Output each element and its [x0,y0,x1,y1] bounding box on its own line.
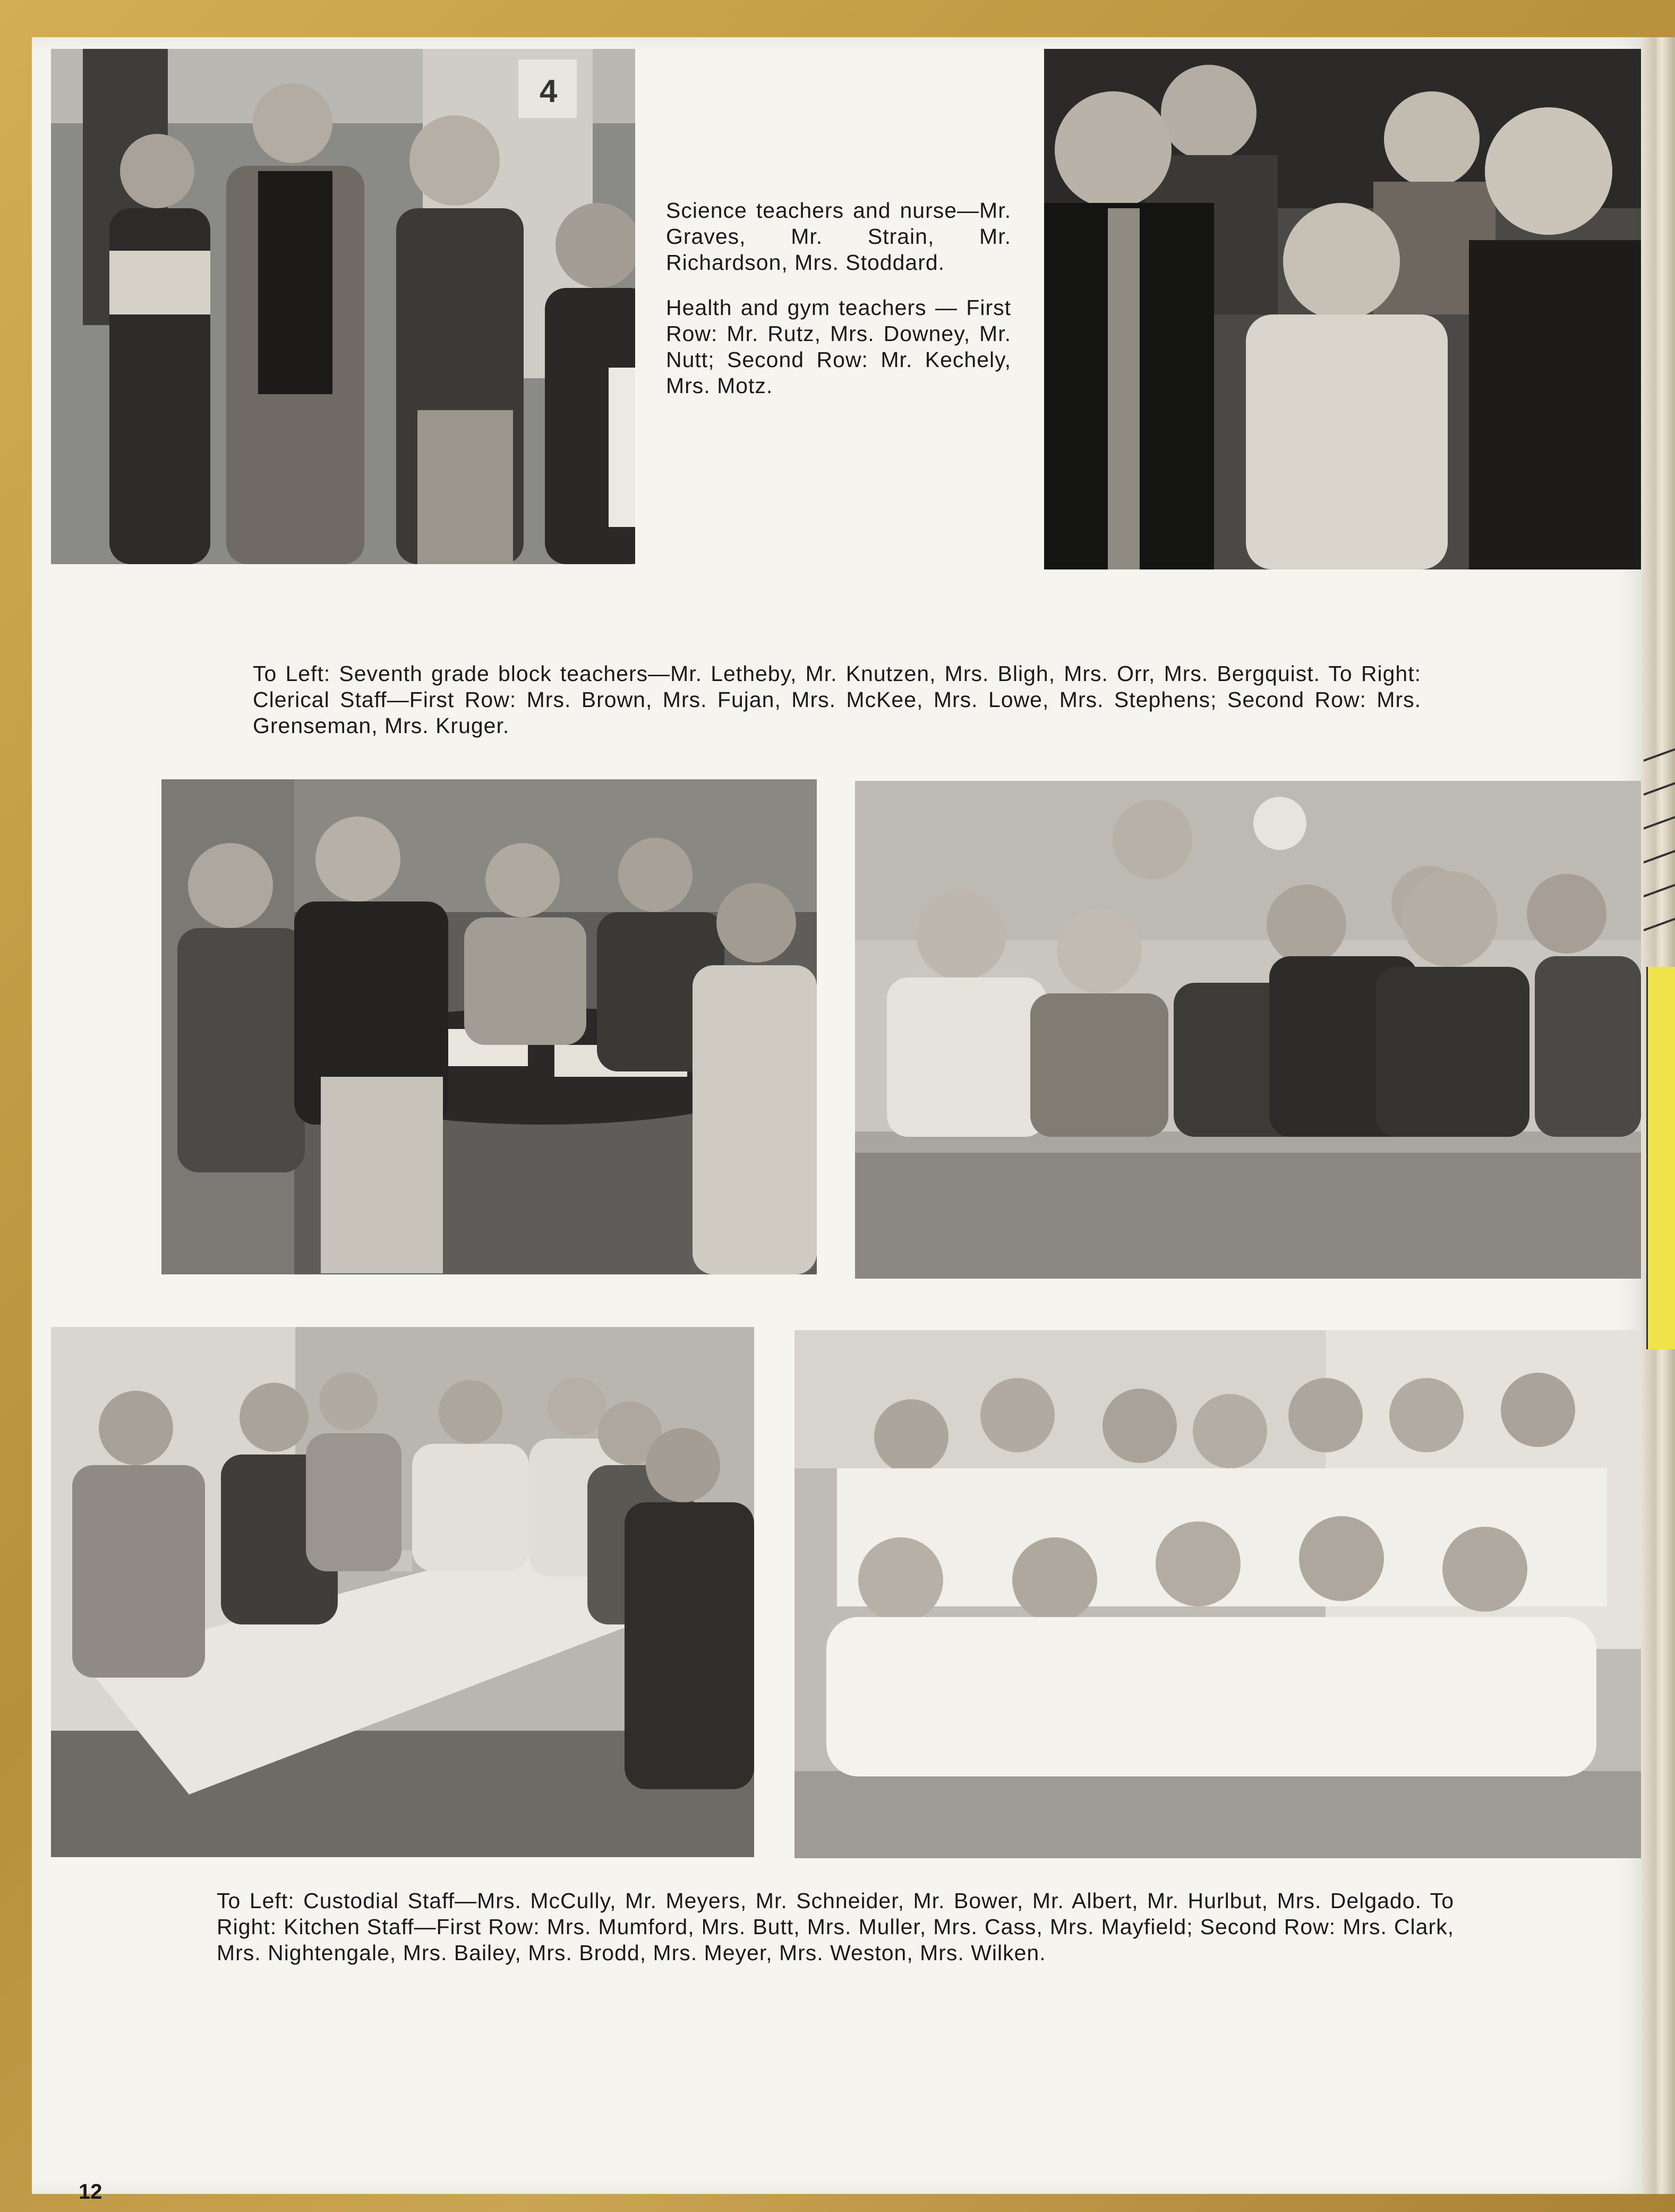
science-health-caption-block [666,198,1011,399]
health-gym-teachers-caption: Health and gym teachers — First Row: Mr. Rutz, Mrs. Downey, Mr. Nutt; Second Row: Mr. Kechely, Mrs. Motz. [666,295,1011,398]
section-tab [1646,967,1675,1349]
kitchen-staff-photo [794,1330,1641,1858]
custodial-staff-photo [51,1327,754,1857]
health-gym-teachers-photo [1044,49,1641,569]
room-sign-number: 4 [540,73,558,109]
spine-marks [1644,744,1675,946]
clerical-staff-photo [855,781,1641,1279]
custodial-kitchen-caption-text: To Left: Custodial Staff—Mrs. McCully, Mr. Meyers, Mr. Schneider, Mr. Bower, Mr. Albert, Mr. Hurlbut, Mrs. Delgado. To Right: Kitchen Staff—First Row: Mrs. Mumford, Mrs. Butt, Mrs. Muller, Mrs. Cass, Mrs. Mayfield; Second Row: Mrs. Clark, Mrs. Nightengale, Mrs. Bailey, Mrs. Brodd, Mrs. Meyer, Mrs. Weston, Mrs. Wilken. [217,1888,1454,1965]
science-teachers-caption: Science teachers and nurse—Mr. Graves, Mr. Strain, Mr. Richardson, Mrs. Stoddard. [666,198,1011,275]
block-clerical-caption-text: To Left: Seventh grade block teachers—Mr. Letheby, Mr. Knutzen, Mrs. Bligh, Mrs. Orr, Mrs. Bergquist. To Right: Clerical Staff—First Row: Mrs. Brown, Mrs. Fujan, Mrs. McKee, Mrs. Lowe, Mrs. Stephens; Second Row: Mrs. Grenseman, Mrs. Kruger. [253,661,1421,738]
page-number: 12 [79,2180,102,2204]
science-teachers-photo [51,49,635,564]
block-teachers-photo [161,779,817,1274]
custodial-kitchen-caption [217,1888,1454,1966]
block-clerical-caption [253,661,1421,739]
